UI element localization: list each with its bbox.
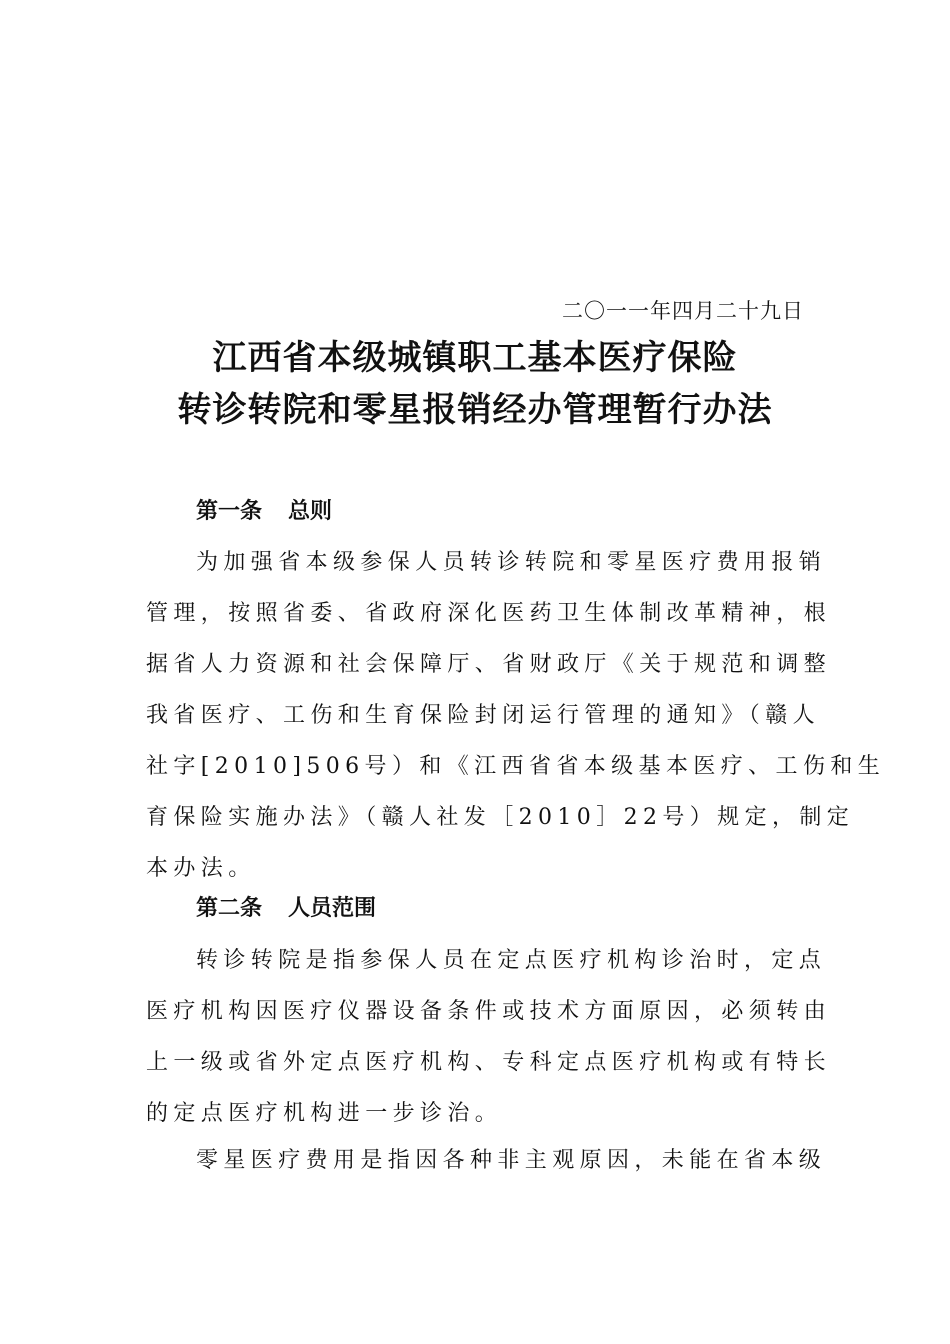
article-2-title: 人员范围 xyxy=(288,895,377,921)
document-date: 二〇一一年四月二十九日 xyxy=(562,299,804,323)
article-1-number: 第一条 xyxy=(196,498,263,524)
document-title-line-1: 江西省本级城镇职工基本医疗保险 xyxy=(212,338,738,378)
article-1-paragraph xyxy=(146,537,886,894)
paragraph-line: 零星医疗费用是指因各种非主观原因，未能在省本级 xyxy=(196,1148,827,1173)
paragraph-line: 社字[2010]506号）和《江西省省本级基本医疗、工伤和生 xyxy=(146,754,886,779)
paragraph-line: 为加强省本级参保人员转诊转院和零星医疗费用报销 xyxy=(196,550,827,575)
paragraph-line: 据省人力资源和社会保障厅、省财政厅《关于规范和调整 xyxy=(146,652,832,677)
paragraph-line: 本办法。 xyxy=(146,856,256,881)
paragraph-line: 育保险实施办法》（赣人社发［2010］22号）规定，制定 xyxy=(146,805,855,830)
article-1-title: 总则 xyxy=(288,498,333,524)
paragraph-line: 医疗机构因医疗仪器设备条件或技术方面原因，必须转由 xyxy=(146,999,832,1024)
paragraph-line: 上一级或省外定点医疗机构、专科定点医疗机构或有特长 xyxy=(146,1050,832,1075)
document-title-line-2: 转诊转院和零星报销经办管理暂行办法 xyxy=(177,390,773,430)
paragraph-line: 我省医疗、工伤和生育保险封闭运行管理的通知》（赣人 xyxy=(146,703,821,728)
paragraph-line: 转诊转院是指参保人员在定点医疗机构诊治时，定点 xyxy=(196,948,827,973)
article-2-paragraph-1 xyxy=(146,935,832,1139)
article-2-heading xyxy=(196,893,376,923)
paragraph-line: 的定点医疗机构进一步诊治。 xyxy=(146,1101,503,1126)
article-1-heading xyxy=(196,496,332,526)
article-2-paragraph-2 xyxy=(146,1135,827,1186)
paragraph-line: 管理，按照省委、省政府深化医药卫生体制改革精神，根 xyxy=(146,601,832,626)
article-2-number: 第二条 xyxy=(196,895,263,921)
